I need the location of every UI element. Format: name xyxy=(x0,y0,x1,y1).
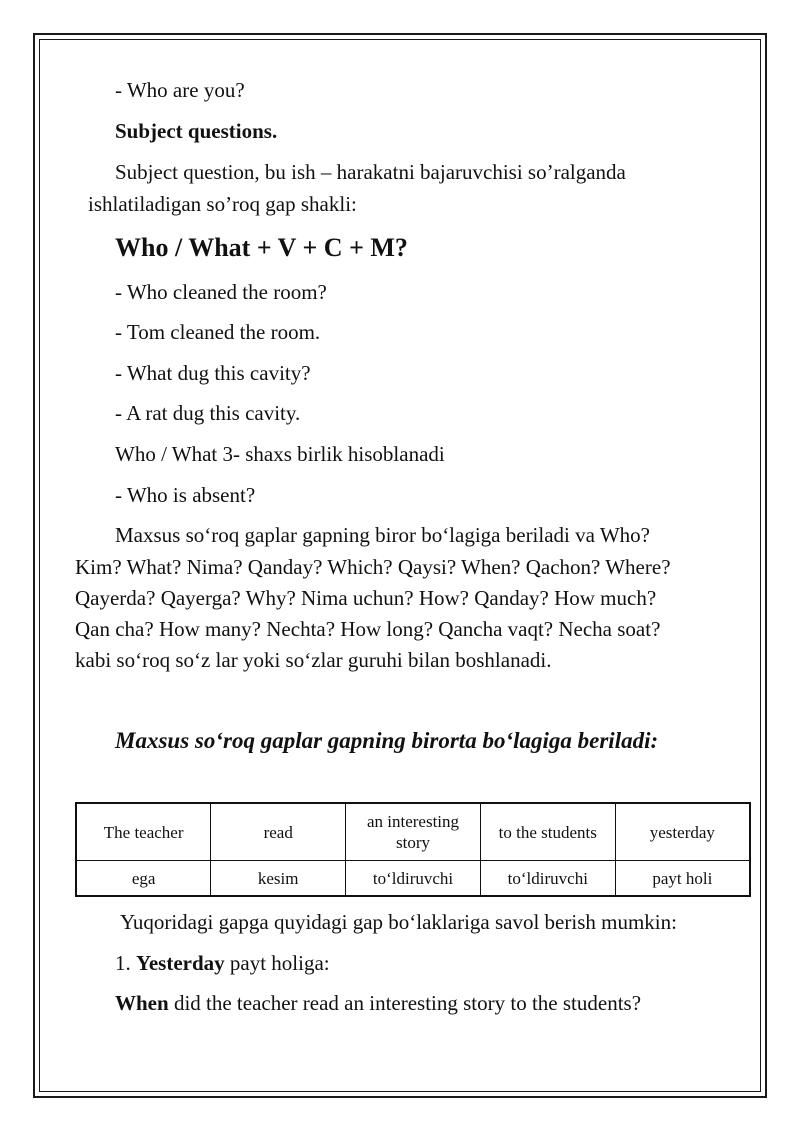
paragraph-3: Yuqoridagi gapga quyidagi gap bo‘laklariga savol berish mumkin: xyxy=(120,910,677,934)
table-cell: an interesting story xyxy=(346,803,481,861)
table-cell: payt holi xyxy=(615,861,750,897)
question-sentence xyxy=(115,991,641,1015)
table-cell: read xyxy=(211,803,346,861)
paragraph-1-line-1: Subject question, bu ish – harakatni bajaruvchisi so’ralganda xyxy=(115,160,626,184)
list-item-text: payt holiga: xyxy=(229,951,330,975)
paragraph-2-line-5: kabi so‘roq so‘z lar yoki so‘zlar guruhi bilan boshlanadi. xyxy=(75,648,552,672)
paragraph-2-line-1: Maxsus so‘roq gaplar gapning biror bo‘lagiga beriladi va Who? xyxy=(115,523,650,547)
sentence-parts-table xyxy=(75,802,751,897)
table-cell: yesterday xyxy=(615,803,750,861)
paragraph-2-line-4: Qan cha? How many? Nechta? How long? Qancha vaqt? Necha soat? xyxy=(75,617,661,641)
example-3: - What dug this cavity? xyxy=(115,361,311,385)
question-word: When xyxy=(115,991,169,1015)
example-4: - A rat dug this cavity. xyxy=(115,401,301,425)
list-item-1 xyxy=(115,951,330,975)
table-cell: kesim xyxy=(211,861,346,897)
table-cell: ega xyxy=(76,861,211,897)
table-cell: to the students xyxy=(480,803,615,861)
example-6: - Who is absent? xyxy=(115,483,256,507)
table-cell: to‘ldiruvchi xyxy=(480,861,615,897)
table-cell: to‘ldiruvchi xyxy=(346,861,481,897)
example-2: - Tom cleaned the room. xyxy=(115,320,321,344)
line-who-are-you: - Who are you? xyxy=(115,78,245,102)
example-1: - Who cleaned the room? xyxy=(115,280,327,304)
table-row xyxy=(76,861,750,897)
example-5: Who / What 3- shaxs birlik hisoblanadi xyxy=(115,442,445,466)
question-rest: did the teacher read an interesting story to the students? xyxy=(173,991,642,1015)
paragraph-2-line-2: Kim? What? Nima? Qanday? Which? Qaysi? When? Qachon? Where? xyxy=(75,555,671,579)
subject-questions-heading: Subject questions. xyxy=(115,119,278,143)
paragraph-1-line-2: ishlatiladigan so’roq gap shakli: xyxy=(88,192,357,216)
paragraph-2-line-3: Qayerda? Qayerga? Why? Nima uchun? How? Qanday? How much? xyxy=(75,586,657,610)
list-item-number: 1. xyxy=(115,951,131,975)
table-row xyxy=(76,803,750,861)
table-cell: The teacher xyxy=(76,803,211,861)
italic-section-heading: Maxsus so‘roq gaplar gapning birorta bo‘lagiga beriladi: xyxy=(115,728,659,753)
formula: Who / What + V + C + M? xyxy=(115,233,408,262)
list-item-bold: Yesterday xyxy=(136,951,225,975)
